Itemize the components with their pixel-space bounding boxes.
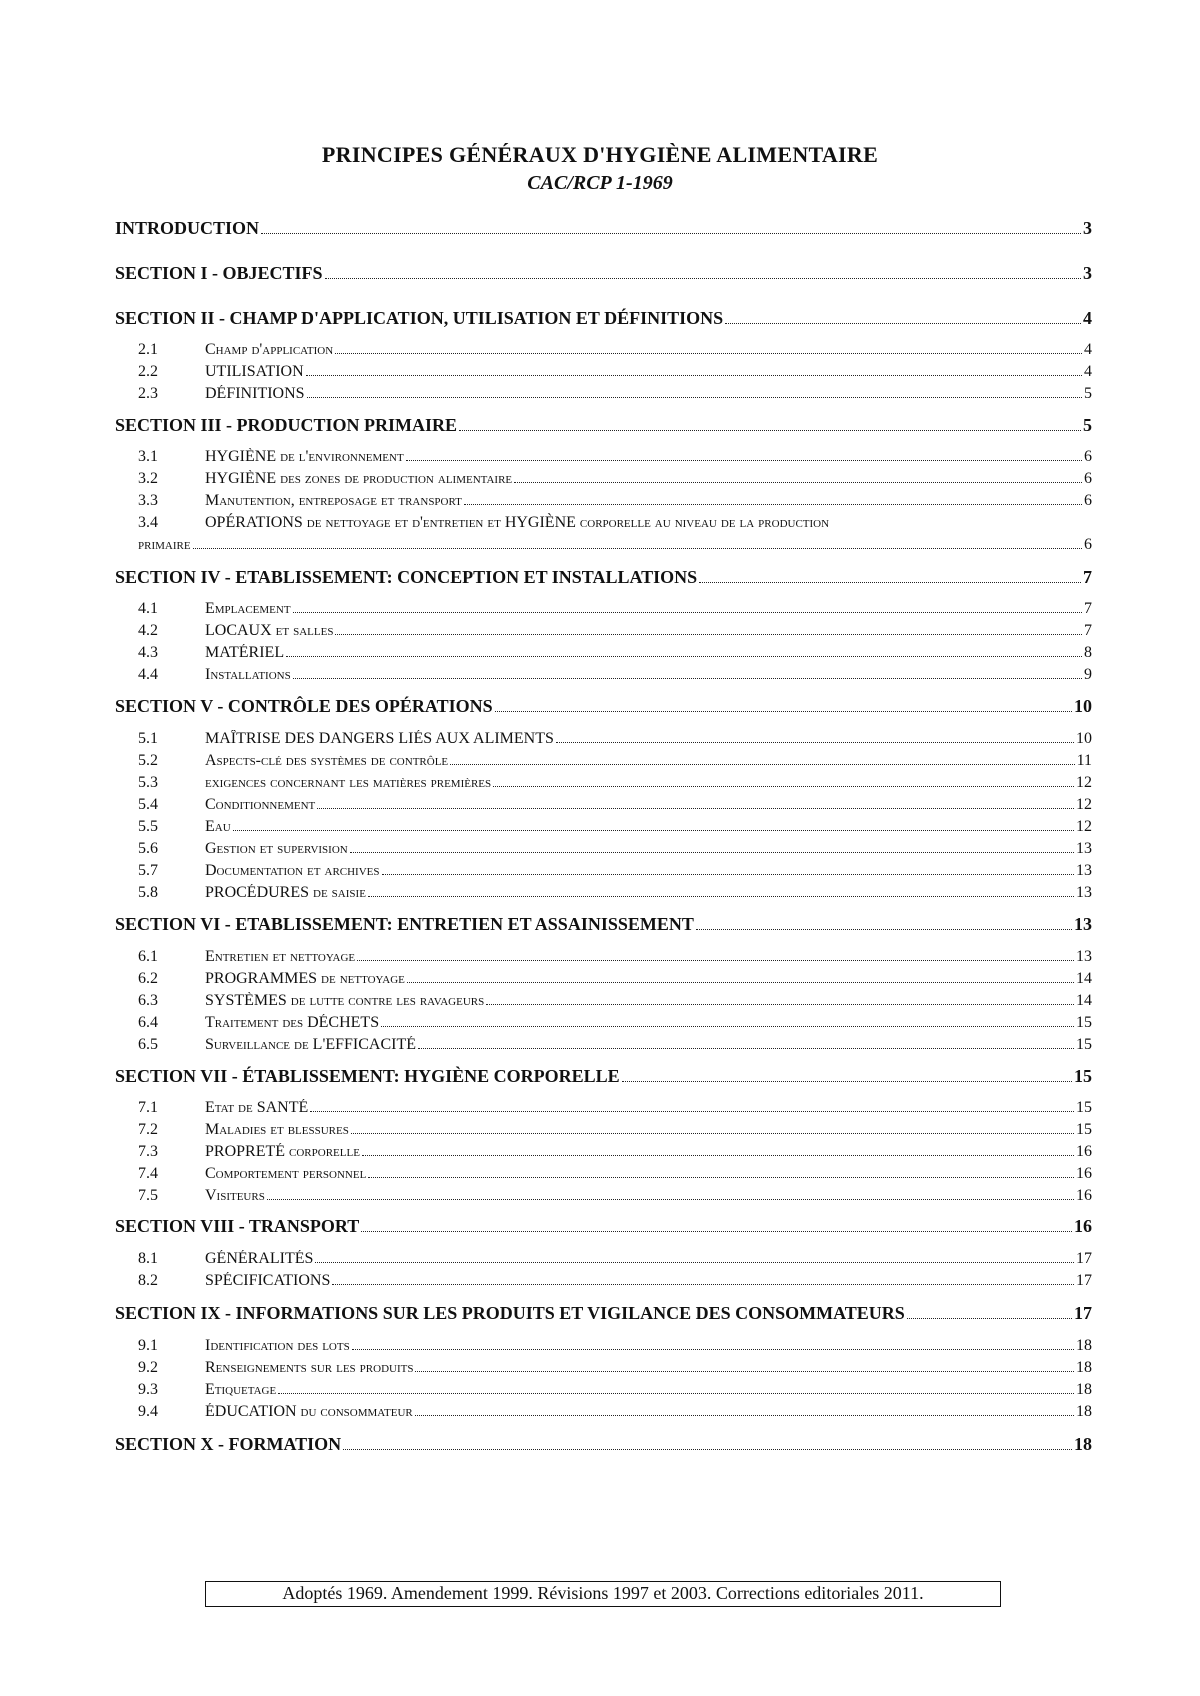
leader-dots bbox=[725, 323, 1081, 324]
toc-item-number: 2.1 bbox=[138, 341, 158, 358]
leader-dots bbox=[418, 1048, 1074, 1049]
toc-item-number: 8.2 bbox=[138, 1272, 158, 1289]
toc-item-label: LOCAUX et salles bbox=[205, 622, 334, 639]
toc-item-6-1[interactable] bbox=[0, 948, 1200, 970]
toc-item-label: Manutention, entreposage et transport bbox=[205, 492, 462, 509]
toc-item-label: HYGIÈNE des zones de production alimentaire bbox=[205, 470, 513, 487]
toc-page-number: 6 bbox=[1084, 536, 1092, 553]
toc-item-label: Installations bbox=[205, 666, 291, 683]
toc-item-label: exigences concernant les matières premières bbox=[205, 774, 492, 791]
leader-dots bbox=[193, 548, 1082, 549]
toc-page-number: 10 bbox=[1076, 730, 1092, 747]
leader-dots bbox=[233, 830, 1074, 831]
leader-dots bbox=[415, 1371, 1074, 1372]
leader-dots bbox=[335, 353, 1082, 354]
toc-item-number: 3.2 bbox=[138, 470, 158, 487]
leader-dots bbox=[368, 896, 1074, 897]
leader-dots bbox=[415, 1415, 1074, 1416]
toc-item-7-4[interactable] bbox=[0, 1165, 1200, 1187]
toc-page-number: 16 bbox=[1074, 1216, 1092, 1236]
toc-item-number: 6.5 bbox=[138, 1036, 158, 1053]
leader-dots bbox=[493, 786, 1074, 787]
leader-dots bbox=[514, 482, 1082, 483]
toc-item-number: 9.3 bbox=[138, 1381, 158, 1398]
toc-item-9-3[interactable] bbox=[0, 1381, 1200, 1403]
leader-dots bbox=[310, 1111, 1074, 1112]
toc-item-label: Gestion et supervision bbox=[205, 840, 348, 857]
adoption-note: Adoptés 1969. Amendement 1999. Révisions 1997 et 2003. Corrections editoriales 2011. bbox=[205, 1581, 1001, 1607]
toc-page-number: 4 bbox=[1084, 363, 1092, 380]
toc-item-number: 4.3 bbox=[138, 644, 158, 661]
toc-item-number: 9.2 bbox=[138, 1359, 158, 1376]
toc-item-8-1[interactable] bbox=[0, 1250, 1200, 1272]
leader-dots bbox=[361, 1231, 1072, 1232]
toc-item-number: 6.2 bbox=[138, 970, 158, 987]
leader-dots bbox=[368, 1177, 1074, 1178]
toc-page-number: 9 bbox=[1084, 666, 1092, 683]
toc-page-number: 18 bbox=[1076, 1403, 1092, 1420]
toc-item-7-3[interactable] bbox=[0, 1143, 1200, 1165]
toc-item-label: PROGRAMMES de nettoyage bbox=[205, 970, 405, 987]
leader-dots bbox=[267, 1199, 1074, 1200]
toc-item-label: PROPRETÉ corporelle bbox=[205, 1143, 360, 1160]
leader-dots bbox=[486, 1004, 1074, 1005]
toc-item-number: 3.3 bbox=[138, 492, 158, 509]
toc-page-number: 3 bbox=[1083, 263, 1092, 283]
toc-item-label: Etat de SANTÉ bbox=[205, 1099, 309, 1116]
leader-dots bbox=[351, 1133, 1074, 1134]
toc-page-number: 16 bbox=[1076, 1143, 1092, 1160]
toc-item-4-1[interactable] bbox=[0, 600, 1200, 622]
toc-item-5-2[interactable] bbox=[0, 752, 1200, 774]
leader-dots bbox=[381, 1026, 1074, 1027]
toc-item-number: 9.4 bbox=[138, 1403, 158, 1420]
toc-item-number: 9.1 bbox=[138, 1337, 158, 1354]
toc-page-number: 8 bbox=[1084, 644, 1092, 661]
toc-item-4-2[interactable] bbox=[0, 622, 1200, 644]
leader-dots bbox=[907, 1318, 1072, 1319]
leader-dots bbox=[357, 960, 1074, 961]
toc-page-number: 18 bbox=[1076, 1381, 1092, 1398]
toc-item-label: Comportement personnel bbox=[205, 1165, 367, 1182]
toc-page-number: 13 bbox=[1076, 862, 1092, 879]
toc-item-5-5[interactable] bbox=[0, 818, 1200, 840]
toc-page-number: 18 bbox=[1074, 1434, 1092, 1454]
toc-section-label: SECTION VI - ETABLISSEMENT: ENTRETIEN ET ASSAINISSEMENT bbox=[115, 914, 694, 934]
toc-item-5-6[interactable] bbox=[0, 840, 1200, 862]
toc-item-number: 5.8 bbox=[138, 884, 158, 901]
toc-page-number: 17 bbox=[1076, 1250, 1092, 1267]
toc-page-number: 7 bbox=[1084, 622, 1092, 639]
toc-item-number: 6.1 bbox=[138, 948, 158, 965]
toc-item-number: 5.5 bbox=[138, 818, 158, 835]
leader-dots bbox=[325, 278, 1081, 279]
document-title: PRINCIPES GÉNÉRAUX D'HYGIÈNE ALIMENTAIRE bbox=[321, 142, 879, 167]
leader-dots bbox=[293, 678, 1082, 679]
toc-item-label: Emplacement bbox=[205, 600, 291, 617]
toc-section-label: SECTION IV - ETABLISSEMENT: CONCEPTION ET INSTALLATIONS bbox=[115, 567, 698, 587]
toc-page-number: 15 bbox=[1074, 1066, 1092, 1086]
toc-section-5[interactable] bbox=[0, 696, 1200, 718]
leader-dots bbox=[317, 808, 1074, 809]
toc-section-2[interactable] bbox=[0, 308, 1200, 330]
leader-dots bbox=[350, 852, 1074, 853]
leader-dots bbox=[464, 504, 1082, 505]
toc-page-number: 5 bbox=[1084, 385, 1092, 402]
toc-item-label: SPÉCIFICATIONS bbox=[205, 1272, 331, 1289]
toc-section-label: SECTION III - PRODUCTION PRIMAIRE bbox=[115, 415, 458, 435]
toc-page-number: 18 bbox=[1076, 1359, 1092, 1376]
toc-item-number: 5.4 bbox=[138, 796, 158, 813]
toc-section-8[interactable] bbox=[0, 1216, 1200, 1238]
toc-item-2-2[interactable] bbox=[0, 363, 1200, 385]
toc-item-3-4[interactable] bbox=[0, 514, 1200, 536]
toc-item-9-4[interactable] bbox=[0, 1403, 1200, 1425]
toc-item-2-1[interactable] bbox=[0, 341, 1200, 363]
toc-item-label-continued: primaire bbox=[138, 536, 191, 553]
toc-section-label: SECTION I - OBJECTIFS bbox=[115, 263, 323, 283]
toc-item-number: 5.6 bbox=[138, 840, 158, 857]
toc-item-3-1[interactable] bbox=[0, 448, 1200, 470]
leader-dots bbox=[343, 1449, 1072, 1450]
toc-item-number: 3.1 bbox=[138, 448, 158, 465]
toc-item-label: Aspects-clé des systèmes de contrôle bbox=[205, 752, 449, 769]
toc-item-number: 7.1 bbox=[138, 1099, 158, 1116]
toc-page-number: 5 bbox=[1083, 415, 1092, 435]
toc-section-label: SECTION X - FORMATION bbox=[115, 1434, 342, 1454]
toc-item-number: 2.2 bbox=[138, 363, 158, 380]
leader-dots bbox=[293, 612, 1082, 613]
document-subtitle: CAC/RCP 1-1969 bbox=[527, 172, 673, 194]
toc-item-number: 8.1 bbox=[138, 1250, 158, 1267]
toc-section-7[interactable] bbox=[0, 1066, 1200, 1088]
toc-page-number: 18 bbox=[1076, 1337, 1092, 1354]
toc-item-number: 7.5 bbox=[138, 1187, 158, 1204]
toc-section-label: SECTION V - CONTRÔLE DES OPÉRATIONS bbox=[115, 696, 493, 716]
toc-page-number: 6 bbox=[1084, 492, 1092, 509]
toc-item-8-2[interactable] bbox=[0, 1272, 1200, 1294]
toc-item-label: Documentation et archives bbox=[205, 862, 380, 879]
toc-item-number: 5.7 bbox=[138, 862, 158, 879]
toc-item-5-3[interactable] bbox=[0, 774, 1200, 796]
toc-item-number: 7.4 bbox=[138, 1165, 158, 1182]
leader-dots bbox=[622, 1081, 1072, 1082]
toc-item-3-2[interactable] bbox=[0, 470, 1200, 492]
toc-item-number: 5.2 bbox=[138, 752, 158, 769]
toc-page-number: 15 bbox=[1076, 1121, 1092, 1138]
toc-item-label: Entretien et nettoyage bbox=[205, 948, 356, 965]
toc-item-number: 4.2 bbox=[138, 622, 158, 639]
leader-dots bbox=[696, 929, 1072, 930]
toc-page-number: 4 bbox=[1084, 341, 1092, 358]
leader-dots bbox=[362, 1155, 1074, 1156]
toc-item-label: Surveillance de L'EFFICACITÉ bbox=[205, 1036, 416, 1053]
toc-item-label: ÉDUCATION du consommateur bbox=[205, 1403, 413, 1420]
toc-page-number: 11 bbox=[1076, 752, 1092, 769]
toc-item-label: UTILISATION bbox=[205, 363, 304, 380]
toc-page-number: 13 bbox=[1076, 948, 1092, 965]
toc-item-number: 5.1 bbox=[138, 730, 158, 747]
toc-item-label: PROCÉDURES de saisie bbox=[205, 884, 366, 901]
toc-page-number: 4 bbox=[1083, 308, 1092, 328]
toc-item-5-7[interactable] bbox=[0, 862, 1200, 884]
toc-page-number: 17 bbox=[1074, 1303, 1092, 1323]
leader-dots bbox=[261, 233, 1081, 234]
toc-page-number: 12 bbox=[1076, 818, 1092, 835]
toc-item-4-4[interactable] bbox=[0, 666, 1200, 688]
leader-dots bbox=[332, 1284, 1074, 1285]
toc-section-label: SECTION II - CHAMP D'APPLICATION, UTILISATION ET DÉFINITIONS bbox=[115, 308, 724, 328]
toc-page-number: 6 bbox=[1084, 470, 1092, 487]
toc-section-label: SECTION IX - INFORMATIONS SUR LES PRODUITS ET VIGILANCE DES CONSOMMATEURS bbox=[115, 1303, 905, 1323]
toc-item-label: Identification des lots bbox=[205, 1337, 350, 1354]
toc-item-4-3[interactable] bbox=[0, 644, 1200, 666]
toc-section-3[interactable] bbox=[0, 415, 1200, 437]
toc-item-number: 2.3 bbox=[138, 385, 158, 402]
toc-item-7-2[interactable] bbox=[0, 1121, 1200, 1143]
toc-page-number: 13 bbox=[1076, 840, 1092, 857]
toc-item-label: Maladies et blessures bbox=[205, 1121, 349, 1138]
toc-page-number: 14 bbox=[1076, 992, 1092, 1009]
toc-page-number: 12 bbox=[1076, 774, 1092, 791]
toc-page-number: 7 bbox=[1084, 600, 1092, 617]
toc-item-number: 3.4 bbox=[138, 514, 158, 531]
toc-section-4[interactable] bbox=[0, 567, 1200, 589]
leader-dots bbox=[278, 1393, 1074, 1394]
toc-item-number: 5.3 bbox=[138, 774, 158, 791]
toc-item-label: Traitement des DÉCHETS bbox=[205, 1014, 380, 1031]
toc-item-6-4[interactable] bbox=[0, 1014, 1200, 1036]
toc-item-label: OPÉRATIONS de nettoyage et d'entretien et HYGIÈNE corporelle au niveau de la production bbox=[205, 514, 830, 531]
toc-item-label: Eau bbox=[205, 818, 231, 835]
leader-dots bbox=[306, 375, 1082, 376]
leader-dots bbox=[406, 460, 1082, 461]
toc-item-5-8[interactable] bbox=[0, 884, 1200, 906]
leader-dots bbox=[286, 656, 1082, 657]
toc-item-number: 7.2 bbox=[138, 1121, 158, 1138]
toc-page-number: 3 bbox=[1083, 218, 1092, 238]
toc-item-label: Renseignements sur les produits bbox=[205, 1359, 414, 1376]
toc-page-number: 15 bbox=[1076, 1014, 1092, 1031]
toc-item-9-1[interactable] bbox=[0, 1337, 1200, 1359]
leader-dots bbox=[307, 397, 1082, 398]
toc-item-3-3[interactable] bbox=[0, 492, 1200, 514]
toc-item-label: DÉFINITIONS bbox=[205, 385, 305, 402]
toc-item-3-4-continued[interactable] bbox=[0, 536, 1200, 558]
toc-item-label: SYSTÈMES de lutte contre les ravageurs bbox=[205, 992, 485, 1009]
toc-page-number: 16 bbox=[1076, 1165, 1092, 1182]
toc-page-number: 12 bbox=[1076, 796, 1092, 813]
leader-dots bbox=[382, 874, 1075, 875]
toc-item-label: Champ d'application bbox=[205, 341, 334, 358]
toc-section-label: SECTION VIII - TRANSPORT bbox=[115, 1216, 360, 1236]
toc-section-1[interactable] bbox=[0, 263, 1200, 285]
toc-section-introduction[interactable] bbox=[0, 218, 1200, 240]
toc-section-6[interactable] bbox=[0, 914, 1200, 936]
toc-item-number: 7.3 bbox=[138, 1143, 158, 1160]
toc-item-label: Visiteurs bbox=[205, 1187, 265, 1204]
leader-dots bbox=[450, 764, 1074, 765]
toc-page-number: 14 bbox=[1076, 970, 1092, 987]
leader-dots bbox=[352, 1349, 1074, 1350]
toc-section-label: INTRODUCTION bbox=[115, 218, 260, 238]
toc-item-number: 6.4 bbox=[138, 1014, 158, 1031]
leader-dots bbox=[495, 711, 1072, 712]
toc-item-5-4[interactable] bbox=[0, 796, 1200, 818]
toc-item-label: MAÎTRISE DES DANGERS LIÉS AUX ALIMENTS bbox=[205, 730, 554, 747]
toc-item-6-2[interactable] bbox=[0, 970, 1200, 992]
leader-dots bbox=[407, 982, 1074, 983]
toc-item-5-1[interactable] bbox=[0, 730, 1200, 752]
toc-page-number: 17 bbox=[1076, 1272, 1092, 1289]
toc-section-label: SECTION VII - ÉTABLISSEMENT: HYGIÈNE CORPORELLE bbox=[115, 1066, 620, 1086]
toc-page-number: 10 bbox=[1074, 696, 1092, 716]
leader-dots bbox=[459, 430, 1081, 431]
toc-item-2-3[interactable] bbox=[0, 385, 1200, 407]
toc-item-9-2[interactable] bbox=[0, 1359, 1200, 1381]
toc-item-number: 4.1 bbox=[138, 600, 158, 617]
leader-dots bbox=[315, 1262, 1074, 1263]
toc-item-7-1[interactable] bbox=[0, 1099, 1200, 1121]
leader-dots bbox=[335, 634, 1082, 635]
toc-page-number: 7 bbox=[1083, 567, 1092, 587]
toc-item-6-3[interactable] bbox=[0, 992, 1200, 1014]
toc-item-label: MATÉRIEL bbox=[205, 644, 285, 661]
toc-page-number: 13 bbox=[1074, 914, 1092, 934]
toc-page-number: 16 bbox=[1076, 1187, 1092, 1204]
toc-item-label: Etiquetage bbox=[205, 1381, 277, 1398]
toc-item-label: Conditionnement bbox=[205, 796, 316, 813]
toc-page-number: 15 bbox=[1076, 1099, 1092, 1116]
toc-page-number: 15 bbox=[1076, 1036, 1092, 1053]
leader-dots bbox=[556, 742, 1074, 743]
toc-item-number: 6.3 bbox=[138, 992, 158, 1009]
toc-page-number: 13 bbox=[1076, 884, 1092, 901]
toc-page-number: 6 bbox=[1084, 448, 1092, 465]
toc-item-label: GÉNÉRALITÉS bbox=[205, 1250, 314, 1267]
toc-item-label: HYGIÈNE de l'environnement bbox=[205, 448, 404, 465]
toc-item-7-5[interactable] bbox=[0, 1187, 1200, 1209]
toc-item-6-5[interactable] bbox=[0, 1036, 1200, 1058]
toc-item-number: 4.4 bbox=[138, 666, 158, 683]
leader-dots bbox=[699, 582, 1081, 583]
toc-section-10[interactable] bbox=[0, 1434, 1200, 1456]
toc-section-9[interactable] bbox=[0, 1303, 1200, 1325]
